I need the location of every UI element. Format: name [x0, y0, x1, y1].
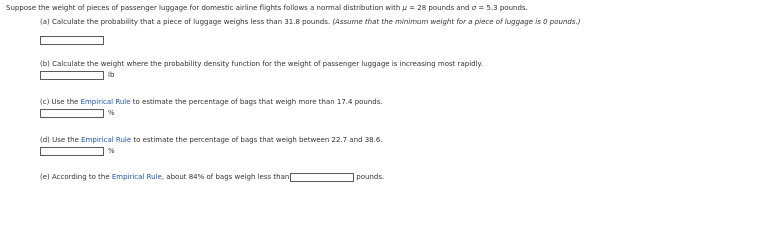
empirical-rule-link-c[interactable]: Empirical Rule: [80, 98, 131, 106]
part-e-answer-input[interactable]: [290, 173, 354, 182]
part-d-text-before: (d) Use the: [40, 136, 82, 144]
part-b-question: [40, 60, 483, 69]
part-a-question: [40, 18, 580, 27]
part-e-text-after: , about 84% of bags weigh less than: [161, 173, 290, 181]
sigma-symbol: σ: [471, 4, 477, 12]
part-d-answer-input[interactable]: [40, 147, 104, 156]
part-d-question: [40, 136, 383, 145]
part-c-answer-input[interactable]: [40, 109, 104, 118]
part-e-question: [40, 173, 384, 182]
part-d-unit: %: [108, 147, 115, 155]
part-e-text-before: (e) According to the: [40, 173, 112, 181]
empirical-rule-link-e[interactable]: Empirical Rule: [111, 173, 162, 181]
mu-value-text: = 28 pounds and: [406, 4, 472, 12]
mu-symbol: μ: [402, 4, 407, 12]
part-b-unit: lb: [108, 71, 115, 79]
part-a-answer-input[interactable]: [40, 36, 104, 45]
part-c-text-before: (c) Use the: [40, 98, 81, 106]
part-c-unit: %: [108, 109, 115, 117]
intro-text: Suppose the weight of pieces of passenger luggage for domestic airline flights follows a normal distribution with: [6, 4, 403, 12]
problem-intro: [6, 4, 528, 13]
part-c-question: [40, 98, 383, 107]
empirical-rule-link-d[interactable]: Empirical Rule: [81, 136, 132, 144]
part-a-text: (a) Calculate the probability that a piece of luggage weighs less than 31.8 pounds.: [40, 18, 333, 26]
part-b-answer-input[interactable]: [40, 71, 104, 80]
part-c-text-after: to estimate the percentage of bags that weigh more than 17.4 pounds.: [130, 98, 383, 106]
part-d-text-after: to estimate the percentage of bags that weigh between 22.7 and 38.6.: [131, 136, 383, 144]
part-b-text: (b) Calculate the weight where the probability density function for the weight of passenger luggage is increasing most rapidly.: [40, 60, 483, 68]
part-a-note: (Assume that the minimum weight for a piece of luggage is 0 pounds.): [332, 18, 581, 26]
part-e-unit: pounds.: [356, 173, 385, 181]
sigma-value-text: = 5.3 pounds.: [476, 4, 528, 12]
